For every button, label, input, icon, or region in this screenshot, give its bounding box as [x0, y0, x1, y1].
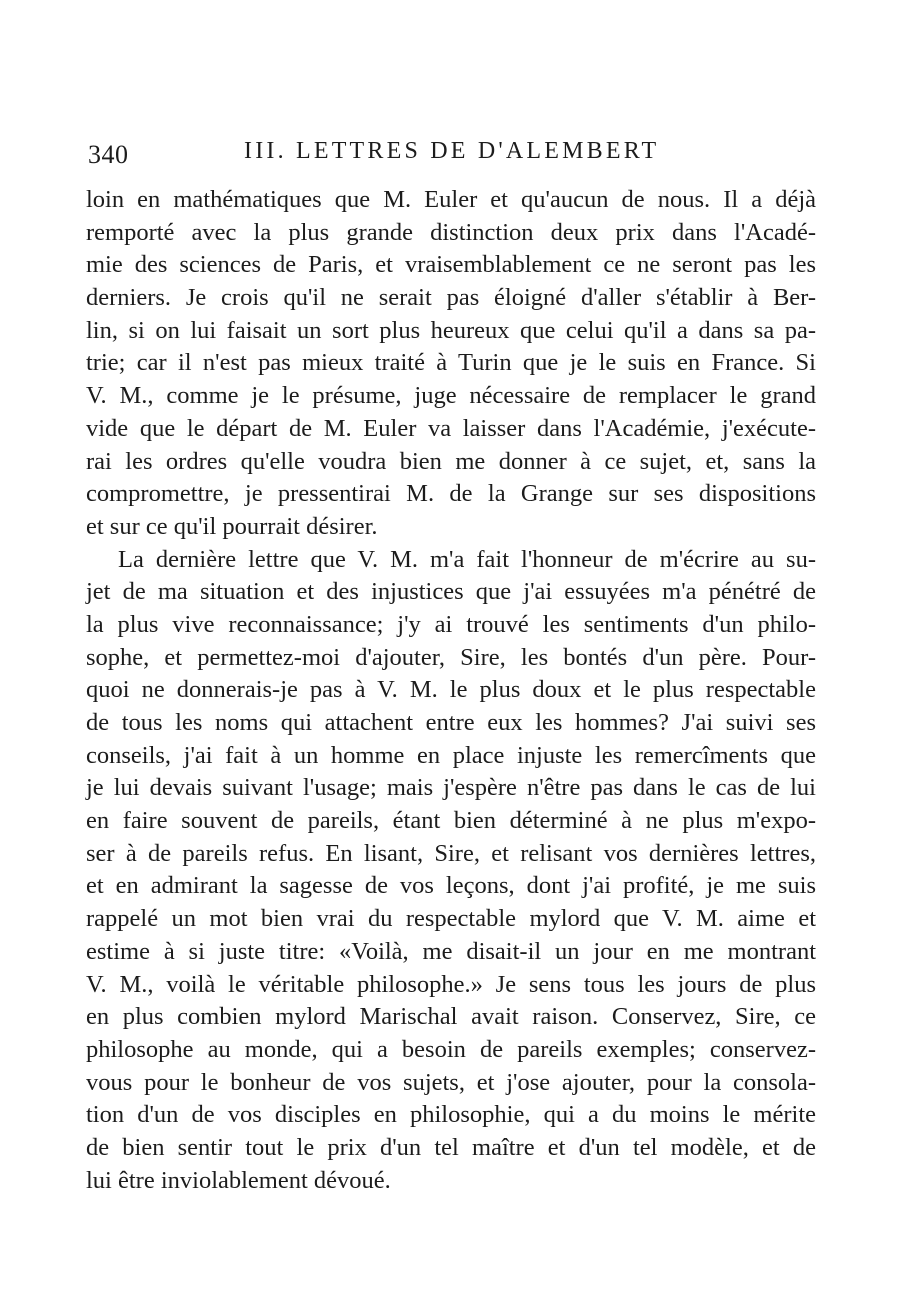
text-line: ser à de pareils refus. En lisant, Sire, et relisant vos dernières lettres, — [86, 839, 816, 867]
running-head — [86, 138, 816, 172]
text-line: en plus combien mylord Marischal avait raison. Conservez, Sire, ce — [86, 1003, 816, 1031]
text-line: en faire souvent de pareils, étant bien déterminé à ne plus m'expo- — [86, 807, 816, 835]
text-line: et sur ce qu'il pourrait désirer. — [86, 512, 378, 540]
text-line: philosophe au monde, qui a besoin de pareils exemples; conservez- — [86, 1035, 816, 1063]
text-line: rappelé un mot bien vrai du respectable mylord que V. M. aime et — [86, 905, 816, 933]
paragraph-1 — [86, 184, 816, 544]
text-line: la plus vive reconnaissance; j'y ai trouvé les sentiments d'un philo- — [86, 610, 816, 638]
chapter-title: III. LETTRES DE D'ALEMBERT — [244, 138, 660, 164]
text-line: je lui devais suivant l'usage; mais j'espère n'être pas dans le cas de lui — [86, 774, 816, 802]
text-line: jet de ma situation et des injustices que j'ai essuyées m'a pénétré de — [86, 578, 816, 606]
text-line: V. M., voilà le véritable philosophe.» Je sens tous les jours de plus — [86, 970, 816, 998]
text-line: compromettre, je pressentirai M. de la Grange sur ses dispositions — [86, 480, 816, 508]
text-line: de tous les noms qui attachent entre eux les hommes? J'ai suivi ses — [86, 709, 816, 736]
paragraph-2 — [86, 544, 816, 1198]
page-number: 340 — [88, 140, 129, 169]
text-line: rai les ordres qu'elle voudra bien me donner à ce sujet, et, sans la — [86, 447, 816, 475]
text-line: V. M., comme je le présume, juge nécessaire de remplacer le grand — [86, 382, 816, 410]
body-text — [86, 184, 816, 1197]
text-line: La dernière lettre que V. M. m'a fait l'honneur de m'écrire au su- — [118, 545, 816, 573]
text-line: remporté avec la plus grande distinction deux prix dans l'Acadé- — [86, 218, 816, 246]
text-line: trie; car il n'est pas mieux traité à Turin que je le suis en France. Si — [86, 349, 816, 377]
text-line: quoi ne donnerais-je pas à V. M. le plus doux et le plus respectable — [86, 676, 816, 704]
text-line: de bien sentir tout le prix d'un tel maître et d'un tel modèle, et de — [86, 1133, 816, 1161]
text-line: lui être inviolablement dévoué. — [86, 1166, 391, 1194]
text-line: mie des sciences de Paris, et vraisemblablement ce ne seront pas les — [86, 251, 816, 279]
text-line: vide que le départ de M. Euler va laisser dans l'Académie, j'exécute- — [86, 414, 816, 442]
text-line: lin, si on lui faisait un sort plus heureux que celui qu'il a dans sa pa- — [86, 316, 816, 344]
text-line: sophe, et permettez-moi d'ajouter, Sire, les bontés d'un père. Pour- — [86, 643, 816, 671]
text-line: estime à si juste titre: «Voilà, me disait-il un jour en me montrant — [86, 937, 816, 965]
text-line: loin en mathématiques que M. Euler et qu'aucun de nous. Il a déjà — [86, 186, 816, 213]
text-line: et en admirant la sagesse de vos leçons, dont j'ai profité, je me suis — [86, 872, 816, 900]
text-line: derniers. Je crois qu'il ne serait pas éloigné d'aller s'établir à Ber- — [86, 284, 816, 312]
text-line: tion d'un de vos disciples en philosophie, qui a du moins le mérite — [86, 1101, 816, 1129]
text-line: conseils, j'ai fait à un homme en place injuste les remercîments que — [86, 741, 816, 769]
text-line: vous pour le bonheur de vos sujets, et j'ose ajouter, pour la consola- — [86, 1068, 816, 1096]
